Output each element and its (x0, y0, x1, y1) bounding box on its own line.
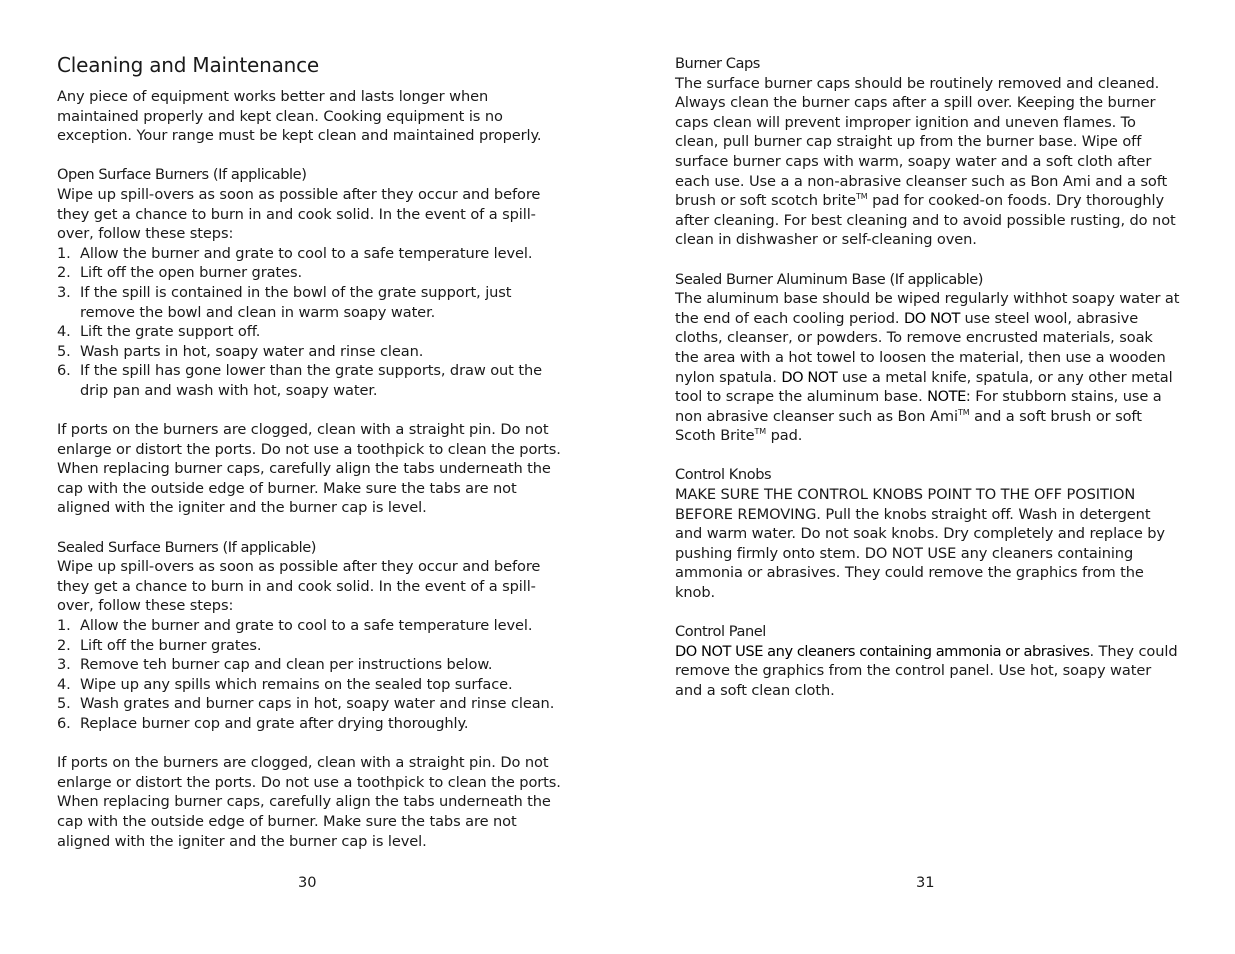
list-item: 1. Allow the burner and grate to cool to a safe temperature level. (57, 244, 533, 262)
list-item: 6. Replace burner cop and grate after drying thoroughly. (57, 715, 469, 732)
do-not-emphasis: DO NOT (781, 368, 838, 386)
open-burners-text: Wipe up spill-overs as soon as possible after they occur and before they get a chance to burn in and cook solid. In the event of a spill-over, follow these steps: (57, 185, 541, 243)
burner-caps-text: The surface burner caps should be routinely removed and cleaned. Always clean the burner caps after a spill over. Keeping the burner caps clean will prevent improper ignition and uneven flames. To clean, pull burner cap straight up from the burner base. Wipe off surface burner caps with warm, soapy water and a soft cloth after each use. Use a a non-abrasive cleanser such as Bon Ami and a soft brush or soft scotch brite™ pad for cooked-on foods. Dry thoroughly after cleaning. For best cleaning and to avoid possible rusting, do not clean in dishwasher or self-cleaning oven. (675, 74, 1176, 249)
aluminum-base-heading: Sealed Burner Aluminum Base (If applicable) (675, 270, 984, 288)
list-item: 1. Allow the burner and grate to cool to a safe temperature level. (57, 617, 533, 635)
list-item: 4. Lift the grate support off. (57, 323, 261, 341)
list-item: 2. Lift off the open burner grates. (57, 264, 302, 282)
left-content (57, 87, 562, 851)
control-panel-warning: DO NOT USE any cleaners containing ammonia or abrasives (675, 642, 1090, 660)
list-item: 2. Lift off the burner grates. (57, 636, 262, 654)
control-panel-text: DO NOT USE any cleaners containing ammonia or abrasives. They could remove the graphics from the control panel. Use hot, soapy water and a soft clean cloth. (675, 642, 1178, 699)
page-number: 31 (916, 874, 935, 891)
trademark-mark: TM (855, 192, 868, 202)
open-burners-heading: Open Surface Burners (If applicable) (57, 166, 307, 184)
control-panel-heading: Control Panel (675, 623, 766, 641)
aluminum-base-text: The aluminum base should be wiped regularly withhot soapy water at the end of each cooling period. DO NOT use steel wool, abrasive cloths, cleanser, or powders. To remove encrusted materials, soak the area with a hot towel to loosen the material, then use a wooden nylon spatula. DO NOT use a metal knife, spatula, or any other metal tool to scrape the aluminum base. NOTE: For stubborn stains, use a non abrasive cleanser such as Bon Ami™ and a soft brush or soft Scoth Brite™ pad. (675, 290, 1180, 445)
control-knobs-text: MAKE SURE THE CONTROL KNOBS POINT TO THE OFF POSITION BEFORE REMOVING. Pull the knobs straight off. Wash in detergent and warm water. Do not soak knobs. Dry completely and replace by pushing firmly onto stem. DO NOT USE any cleaners containing ammonia or abrasives. They could remove the graphics from the knob. (675, 486, 1165, 602)
page-number: 30 (298, 874, 317, 891)
page-title: Cleaning and Maintenance (57, 53, 320, 77)
burner-caps-heading: Burner Caps (675, 55, 760, 72)
do-not-emphasis: DO NOT (903, 309, 960, 327)
trademark-mark: TM (957, 407, 970, 417)
list-item: 3. Remove teh burner cap and clean per instructions below. (57, 656, 493, 674)
list-item: 6. If the spill has gone lower than the grate supports, draw out the drip pan and wash with hot, soapy water. (57, 362, 542, 399)
sealed-burners-text: Wipe up spill-overs as soon as possible after they occur and before they get a chance to burn in and cook solid. In the event of a spill-over, follow these steps: (57, 558, 541, 615)
sealed-burners-steps (57, 616, 562, 734)
list-item: 5. Wash grates and burner caps in hot, soapy water and rinse clean. (57, 695, 555, 713)
intro-paragraph: Any piece of equipment works better and lasts longer when maintained properly and kept clean. Cooking equipment is no exception. Your range must be kept clean and maintained properly. (57, 88, 542, 145)
sealed-burners-heading: Sealed Surface Burners (If applicable) (57, 538, 317, 556)
open-burners-ports-note: If ports on the burners are clogged, clean with a straight pin. Do not enlarge or distort the ports. Do not use a toothpick to clean the ports. When replacing burner caps, carefully align the tabs underneath the cap with the outside edge of burner. Make sure the tabs are not aligned with the igniter and the burner cap is level. (57, 421, 561, 517)
list-item: 3. If the spill is contained in the bowl of the grate support, just remove the bowl and clean in warm soapy water. (57, 283, 512, 321)
right-content (675, 54, 1180, 701)
list-item: 5. Wash parts in hot, soapy water and rinse clean. (57, 342, 424, 360)
open-burners-steps (57, 244, 562, 401)
control-knobs-heading: Control Knobs (675, 466, 772, 484)
trademark-mark: TM (754, 427, 767, 437)
list-item: 4. Wipe up any spills which remains on the sealed top surface. (57, 675, 513, 693)
sealed-burners-ports-note: If ports on the burners are clogged, clean with a straight pin. Do not enlarge or distort the ports. Do not use a toothpick to clean the ports. When replacing burner caps, carefully align the tabs underneath the cap with the outside edge of burner. Make sure the tabs are not aligned with the igniter and the burner cap is level. (57, 754, 561, 850)
note-emphasis: NOTE (927, 388, 966, 406)
